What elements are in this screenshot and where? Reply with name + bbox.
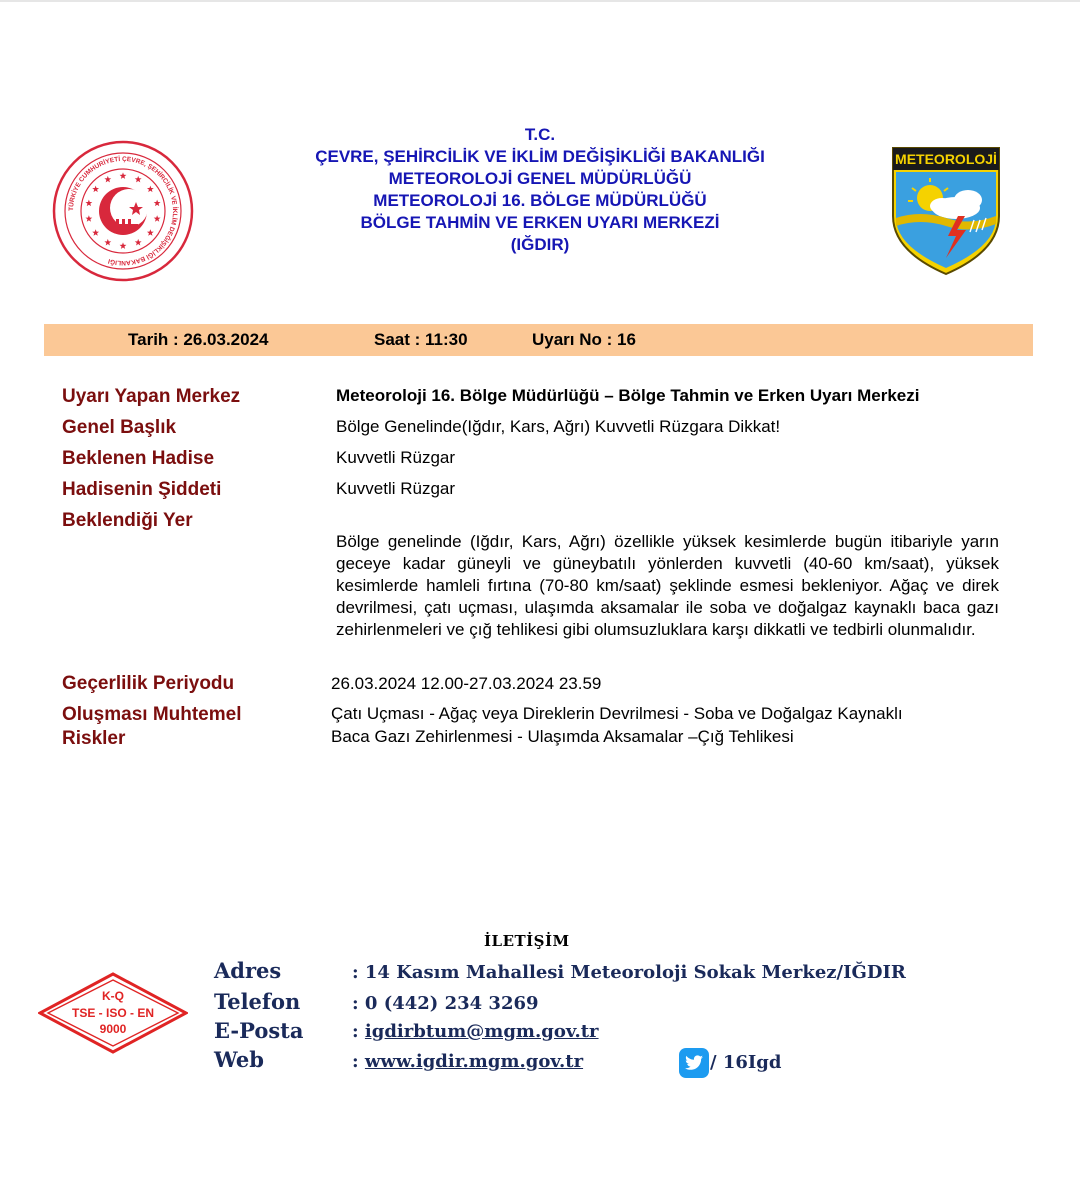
- issuing-center-value: Meteoroloji 16. Bölge Müdürlüğü – Bölge Tahmin ve Erken Uyarı Merkezi: [336, 386, 920, 405]
- validity-period-value: 26.03.2024 12.00-27.03.2024 23.59: [331, 674, 602, 693]
- web-link[interactable]: www.igdir.mgm.gov.tr: [364, 1051, 584, 1072]
- date-field: Tarih : 26.03.2024: [128, 330, 269, 349]
- expected-event-value: Kuvvetli Rüzgar: [336, 448, 456, 467]
- twitter-icon[interactable]: [679, 1048, 709, 1078]
- web-row: : www.igdir.mgm.gov.tr: [352, 1051, 584, 1072]
- general-title-value: Bölge Genelinde(Iğdır, Kars, Ağrı) Kuvvetli Rüzgara Dikkat!: [336, 417, 781, 436]
- warning-number-field: Uyarı No : 16: [532, 330, 636, 349]
- svg-text:TÜRKİYE CUMHURİYETİ ÇEVRE, ŞEH: TÜRKİYE CUMHURİYETİ ÇEVRE, ŞEHİRCİLİK VE İKLİM DEĞİŞİKLİĞİ BAKANLIĞI: [67, 155, 179, 267]
- email-link[interactable]: igdirbtum@mgm.gov.tr: [364, 1021, 599, 1042]
- seal-star: [147, 186, 154, 193]
- svg-text:K-Q: K-Q: [102, 989, 124, 1003]
- seal-star: [154, 200, 161, 207]
- svg-text:TSE - ISO - EN: TSE - ISO - EN: [71, 1006, 155, 1020]
- header-tc: T.C.: [524, 125, 556, 144]
- seal-star: [92, 229, 99, 236]
- expected-location-label: Beklendiği Yer: [62, 510, 193, 531]
- seal-star: [120, 242, 127, 249]
- issuing-center-label: Uyarı Yapan Merkez: [62, 386, 241, 407]
- svg-text:9000: 9000: [99, 1022, 127, 1036]
- web-label: Web: [214, 1047, 264, 1072]
- header-city: (IĞDIR): [510, 235, 570, 254]
- header-region: METEOROLOJİ 16. BÖLGE MÜDÜRLÜĞÜ: [373, 191, 707, 210]
- general-title-label: Genel Başlık: [62, 417, 177, 438]
- seal-star: [147, 229, 154, 236]
- event-severity-value: Kuvvetli Rüzgar: [336, 479, 456, 498]
- event-severity-label: Hadisenin Şiddeti: [62, 479, 222, 500]
- header-ministry: ÇEVRE, ŞEHİRCİLİK VE İKLİM DEĞİŞİKLİĞİ BAKANLIĞI: [315, 147, 765, 166]
- phone-value: : 0 (442) 234 3269: [352, 993, 539, 1014]
- svg-text:METEOROLOJİ: METEOROLOJİ: [895, 151, 997, 167]
- seal-star: [92, 186, 99, 193]
- info-band: [44, 324, 1033, 356]
- possible-risks-label-line2: Riskler: [62, 728, 126, 749]
- seal-star: [135, 239, 142, 246]
- seal-star: [85, 200, 92, 207]
- seal-star: [135, 176, 142, 183]
- address-value: : 14 Kasım Mahallesi Meteoroloji Sokak Merkez/IĞDIR: [352, 962, 906, 983]
- top-divider: [0, 0, 1080, 2]
- email-label: E-Posta: [214, 1018, 304, 1043]
- possible-risks-value-line1: Çatı Uçması - Ağaç veya Direklerin Devrilmesi - Soba ve Doğalgaz Kaynaklı: [331, 704, 903, 723]
- seal-star: [104, 176, 111, 183]
- header-directorate: METEOROLOJİ GENEL MÜDÜRLÜĞÜ: [388, 169, 692, 188]
- expected-event-label: Beklenen Hadise: [62, 448, 215, 469]
- seal-star: [120, 172, 127, 179]
- contact-title: İLETİŞİM: [484, 932, 570, 950]
- expected-location-value: Bölge genelinde (Iğdır, Kars, Ağrı) özellikle yüksek kesimlerde bugün itibariyle yarın geceye kadar güneyli ve güneybatılı yönlerden kuvvetli (40-60 km/saat), yüksek kesimlerde hamleli fırtına (70-80 km/saat) şeklinde esmesi bekleniyor. Ağaç ve direk devrilmesi, çatı uçması, ulaşımda aksamalar ile soba ve doğalgaz kaynaklı baca gazı zehirlenmeleri ve çığ tehlikesi gibi olumsuzluklara karşı dikkatli ve tedbirli olunmalıdır.: [336, 532, 999, 639]
- ministry-seal-icon: [52, 140, 194, 282]
- time-field: Saat : 11:30: [374, 330, 468, 349]
- validity-period-label: Geçerlilik Periyodu: [62, 673, 235, 694]
- seal-star: [104, 239, 111, 246]
- meteoroloji-logo-icon: [890, 146, 1002, 276]
- seal-star: [154, 215, 161, 222]
- tse-iso-logo-icon: [38, 972, 188, 1054]
- email-row: : igdirbtum@mgm.gov.tr: [352, 1021, 599, 1042]
- document-header: [200, 124, 880, 256]
- seal-star: [85, 215, 92, 222]
- possible-risks-label-line1: Oluşması Muhtemel: [62, 704, 242, 725]
- header-center: BÖLGE TAHMİN VE ERKEN UYARI MERKEZİ: [360, 213, 720, 232]
- twitter-handle: / 16Igd: [710, 1052, 782, 1073]
- possible-risks-value-line2: Baca Gazı Zehirlenmesi - Ulaşımda Aksamalar –Çığ Tehlikesi: [331, 727, 794, 746]
- phone-label: Telefon: [214, 989, 301, 1014]
- address-label: Adres: [214, 958, 282, 983]
